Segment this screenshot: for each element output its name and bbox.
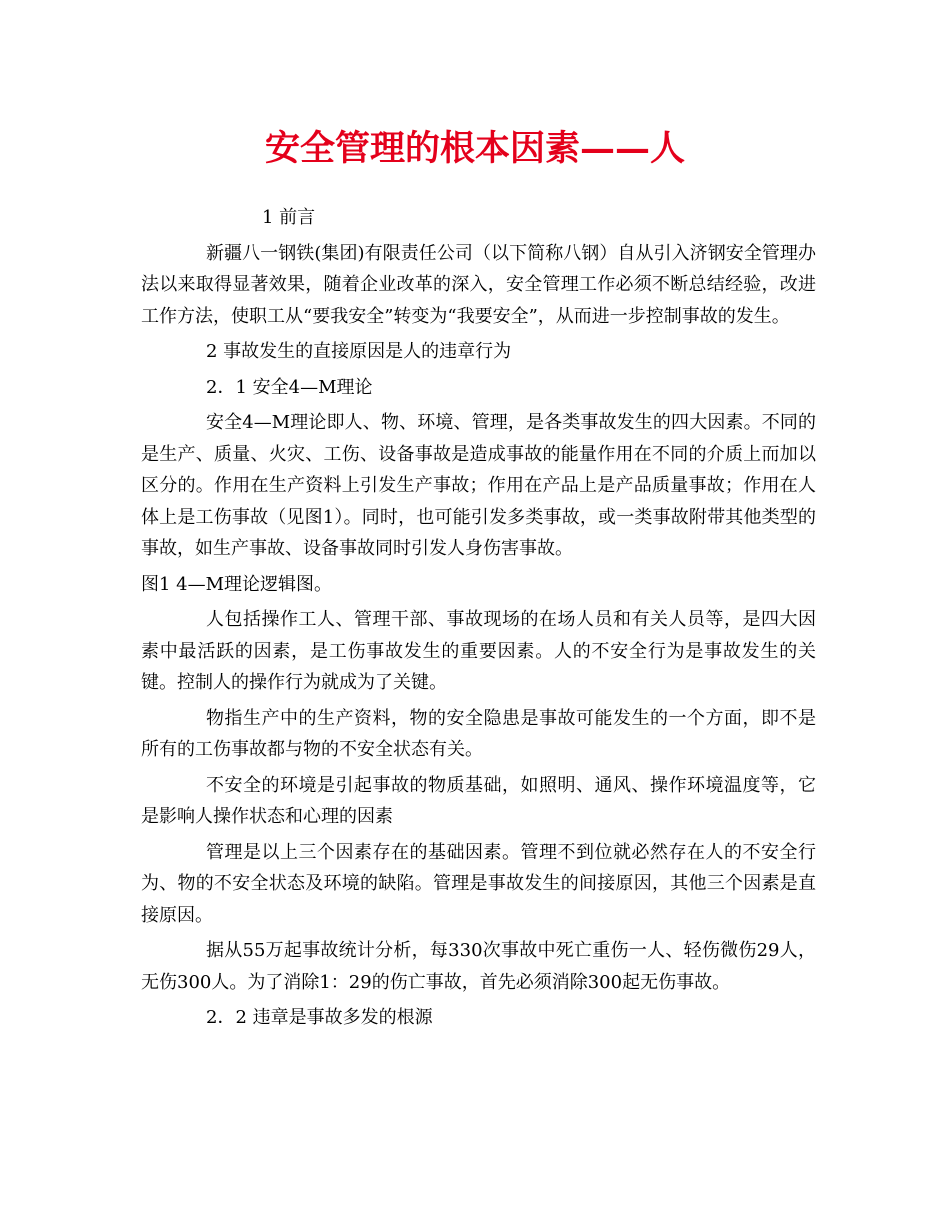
- document-body: [141, 202, 816, 1038]
- paragraph-intro: 新疆八一钢铁(集团)有限责任公司（以下简称八钢）自从引入济钢安全管理办法以来取得显著效果，随着企业改革的深入，安全管理工作必须不断总结经验，改进工作方法，使职工从“要我安全”转变为“我要安全”，从而进一步控制事故的发生。: [141, 242, 816, 327]
- subsection-heading-violations: 2．2 违章是事故多发的根源: [206, 1007, 433, 1028]
- paragraph-people: 人包括操作工人、管理干部、事故现场的在场人员和有关人员等，是四大因素中最活跃的因素，是工伤事故发生的重要因素。人的不安全行为是事故发生的关键。控制人的操作行为就成为了关键。: [141, 609, 816, 693]
- section-heading-foreword: 1 前言: [262, 207, 316, 228]
- paragraph-materials: 物指生产中的生产资料，物的安全隐患是事故可能发生的一个方面，即不是所有的工伤事故都与物的不安全状态有关。: [141, 707, 816, 760]
- paragraph-statistics: 据从55万起事故统计分析，每330次事故中死亡重伤一人、轻伤微伤29人，无伤300人。为了消除1：29的伤亡事故，首先必须消除300起无伤事故。: [141, 940, 816, 993]
- section-heading-direct-cause: 2 事故发生的直接原因是人的违章行为: [206, 341, 512, 362]
- subsection-heading-4m-theory: 2．1 安全4—M理论: [206, 376, 373, 398]
- document-title: 安全管理的根本因素——人: [264, 128, 685, 169]
- paragraph-4m-theory: 安全4—M理论即人、物、环境、管理，是各类事故发生的四大因素。不同的是生产、质量、火灾、工伤、设备事故是造成事故的能量作用在不同的介质上而加以区分的。作用在生产资料上引发生产事故；作用在产品上是产品质量事故；作用在人体上是工伤事故（见图1）。同时，也可能引发多类事故，或一类事故附带其他类型的事故，如生产事故、设备事故同时引发人身伤害事故。: [141, 412, 816, 559]
- paragraph-management: 管理是以上三个因素存在的基础因素。管理不到位就必然存在人的不安全行为、物的不安全状态及环境的缺陷。管理是事故发生的间接原因，其他三个因素是直接原因。: [141, 841, 816, 926]
- figure-caption: 图1 4—M理论逻辑图。: [141, 573, 333, 595]
- paragraph-environment: 不安全的环境是引起事故的物质基础，如照明、通风、操作环境温度等，它是影响人操作状态和心理的因素: [141, 774, 816, 827]
